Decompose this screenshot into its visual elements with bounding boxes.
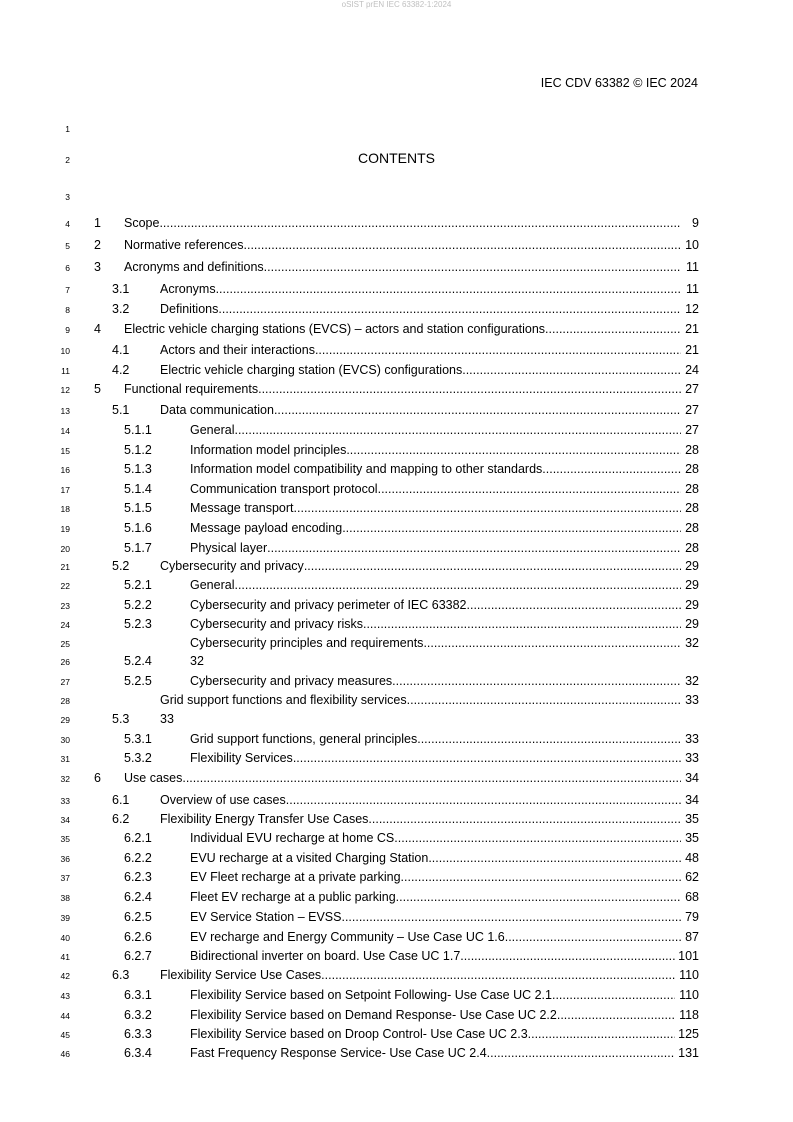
dot-leader [293, 750, 681, 766]
section-title[interactable]: Grid support functions, general principles [190, 732, 418, 746]
section-title[interactable]: Flexibility Service based on Droop Control- Use Case UC 2.3 [190, 1027, 528, 1041]
toc-entry[interactable] [0, 215, 793, 231]
toc-entry[interactable] [0, 402, 793, 418]
section-number: 5.3 [112, 712, 130, 726]
toc-entry[interactable] [0, 948, 793, 964]
toc-entry[interactable] [0, 237, 793, 253]
section-number: 6.2.4 [124, 890, 152, 904]
page-number: 29 [685, 578, 699, 592]
page-number: 34 [685, 793, 699, 807]
section-number: 5.2.4 [124, 654, 152, 668]
toc-entry[interactable] [0, 850, 793, 866]
section-number: 3.1 [112, 282, 130, 296]
section-number: 5.1.1 [124, 423, 152, 437]
section-title[interactable]: Data communication [160, 403, 274, 417]
page-number: 11 [686, 282, 699, 296]
section-number: 6.3 [112, 968, 130, 982]
section-title[interactable]: Grid support functions and flexibility services [160, 693, 407, 707]
toc-entry[interactable] [0, 500, 793, 516]
section-title[interactable]: Fleet EV recharge at a public parking [190, 890, 396, 904]
line-number: 33 [60, 796, 70, 806]
section-title[interactable]: Physical layer [190, 541, 268, 555]
page-number: 28 [685, 443, 699, 457]
dot-leader [274, 402, 681, 418]
section-title[interactable]: EV Fleet recharge at a private parking [190, 870, 401, 884]
toc-entry[interactable] [0, 577, 793, 593]
page-number: 28 [685, 482, 699, 496]
toc-entry[interactable] [0, 597, 793, 613]
page-number: 9 [692, 216, 699, 230]
section-number: 2 [94, 238, 101, 252]
section-title[interactable]: EV Service Station – EVSS [190, 910, 342, 924]
line-number: 6 [65, 263, 70, 273]
line-number: 41 [60, 952, 70, 962]
page-number: 125 [678, 1027, 699, 1041]
toc-entry[interactable] [0, 301, 793, 317]
toc-entry[interactable] [0, 750, 793, 766]
section-number: 6.3.1 [124, 988, 152, 1002]
line-number: 44 [60, 1011, 70, 1021]
dot-leader [396, 889, 681, 905]
section-number: 5.3.1 [124, 732, 152, 746]
line-number: 12 [60, 385, 70, 395]
page-number: 87 [685, 930, 699, 944]
dot-leader [487, 1045, 675, 1061]
line-number: 25 [60, 639, 70, 649]
line-number: 8 [65, 305, 70, 315]
line-number: 27 [60, 677, 70, 687]
section-title[interactable]: Acronyms and definitions [124, 260, 264, 274]
section-number: 6.3.4 [124, 1046, 152, 1060]
dot-leader [341, 909, 681, 925]
dot-leader [234, 577, 681, 593]
line-number: 16 [60, 465, 70, 475]
dot-leader [392, 673, 681, 689]
section-title[interactable]: Cybersecurity and privacy [160, 559, 304, 573]
page-number: 33 [685, 751, 699, 765]
section-title[interactable]: Cybersecurity and privacy risks [190, 617, 363, 631]
dot-leader [216, 281, 681, 297]
dot-leader [342, 520, 681, 536]
line-number: 32 [60, 774, 70, 784]
section-number: 6.2.5 [124, 910, 152, 924]
dot-leader [267, 540, 681, 556]
line-number: 42 [60, 971, 70, 981]
toc-entry[interactable] [0, 673, 793, 689]
dot-leader [545, 321, 681, 337]
dot-leader [304, 558, 681, 574]
page-number: 118 [679, 1008, 699, 1022]
section-title[interactable]: Information model compatibility and mapping to other standards [190, 462, 543, 476]
section-title[interactable]: Flexibility Service based on Demand Response- Use Case UC 2.2 [190, 1008, 557, 1022]
page-number: 27 [685, 423, 699, 437]
page-number: 12 [685, 302, 699, 316]
dot-leader [394, 830, 681, 846]
line-number: 45 [60, 1030, 70, 1040]
toc-entry[interactable] [0, 869, 793, 885]
section-title[interactable]: Flexibility Services [190, 751, 293, 765]
toc-entry[interactable] [0, 616, 793, 632]
toc-entry[interactable] [0, 731, 793, 747]
line-number: 40 [60, 933, 70, 943]
toc-entry[interactable] [0, 1045, 793, 1061]
section-number: 6.2 [112, 812, 130, 826]
dot-leader [460, 948, 675, 964]
page-number: 131 [678, 1046, 699, 1060]
page-number: 35 [685, 831, 699, 845]
toc-entry[interactable] [0, 281, 793, 297]
toc-entry[interactable] [0, 422, 793, 438]
page-number: 29 [685, 598, 699, 612]
line-number: 23 [60, 601, 70, 611]
section-number: 5.3.2 [124, 751, 152, 765]
line-number: 24 [60, 620, 70, 630]
toc-entry[interactable] [0, 792, 793, 808]
page-title: CONTENTS [358, 150, 435, 166]
line-number: 34 [60, 815, 70, 825]
dot-leader [182, 770, 681, 786]
section-number: 6.2.6 [124, 930, 152, 944]
page-number: 27 [685, 403, 699, 417]
line-number: 15 [60, 446, 70, 456]
section-title[interactable]: 33 [160, 712, 174, 726]
section-number: 1 [94, 216, 101, 230]
dot-leader [423, 635, 681, 651]
toc-entry[interactable] [0, 653, 793, 669]
line-number: 19 [60, 524, 70, 534]
line-number: 39 [60, 913, 70, 923]
section-title[interactable]: Cybersecurity and privacy perimeter of IEC 63382 [190, 598, 467, 612]
line-number: 18 [60, 504, 70, 514]
dot-leader [286, 792, 681, 808]
toc-entry[interactable] [0, 540, 793, 556]
section-number: 6.3.2 [124, 1008, 152, 1022]
page-number: 110 [679, 988, 699, 1002]
line-number: 13 [60, 406, 70, 416]
dot-leader [159, 215, 681, 231]
section-number: 5.1.2 [124, 443, 152, 457]
section-number: 4.2 [112, 363, 130, 377]
section-number: 5.1 [112, 403, 130, 417]
page-number: 21 [685, 322, 699, 336]
dot-leader [234, 422, 681, 438]
dot-leader [467, 597, 681, 613]
line-number: 30 [60, 735, 70, 745]
section-title[interactable]: General [190, 578, 235, 592]
line-number: 28 [60, 696, 70, 706]
dot-leader [321, 967, 675, 983]
document-header: IEC CDV 63382 © IEC 2024 [540, 76, 698, 90]
line-number: 22 [60, 581, 70, 591]
section-number: 4 [94, 322, 101, 336]
section-title[interactable]: Bidirectional inverter on board. Use Case UC 1.7 [190, 949, 461, 963]
section-title[interactable]: EVU recharge at a visited Charging Station [190, 851, 429, 865]
page-number: 68 [685, 890, 699, 904]
section-title[interactable]: Cybersecurity principles and requirements [190, 636, 424, 650]
toc-entry[interactable] [0, 987, 793, 1003]
section-number: 5.2.5 [124, 674, 152, 688]
toc-entry[interactable] [0, 1026, 793, 1042]
dot-leader [462, 362, 681, 378]
section-number: 5.2.1 [124, 578, 152, 592]
section-title[interactable]: Electric vehicle charging station (EVCS) configurations [160, 363, 463, 377]
line-number: 20 [60, 544, 70, 554]
page-number: 33 [685, 693, 699, 707]
section-number: 6 [94, 771, 101, 785]
section-title[interactable]: Actors and their interactions [160, 343, 315, 357]
page-number: 62 [685, 870, 699, 884]
dot-leader [346, 442, 681, 458]
toc-entry[interactable] [0, 520, 793, 536]
dot-leader [407, 692, 681, 708]
section-title[interactable]: Normative references [124, 238, 244, 252]
dot-leader [378, 481, 681, 497]
section-number: 6.2.3 [124, 870, 152, 884]
page-number: 32 [685, 636, 699, 650]
section-title[interactable]: Scope [124, 216, 160, 230]
line-number: 35 [60, 834, 70, 844]
page-number: 28 [685, 462, 699, 476]
toc-entry[interactable] [0, 461, 793, 477]
section-number: 6.2.2 [124, 851, 152, 865]
line-number: 14 [60, 426, 70, 436]
page-number: 10 [685, 238, 699, 252]
toc-entry[interactable] [0, 967, 793, 983]
toc-entry[interactable] [0, 711, 793, 727]
section-number: 5.1.6 [124, 521, 152, 535]
toc-entry[interactable] [0, 362, 793, 378]
page-number: 33 [685, 732, 699, 746]
toc-entry[interactable] [0, 481, 793, 497]
section-title[interactable]: Message transport [190, 501, 294, 515]
line-number: 3 [65, 192, 70, 202]
page-number: 27 [685, 382, 699, 396]
page-number: 101 [678, 949, 699, 963]
toc-entry[interactable] [0, 558, 793, 574]
line-number: 37 [60, 873, 70, 883]
line-number: 5 [65, 241, 70, 251]
section-title[interactable]: Overview of use cases [160, 793, 286, 807]
section-title[interactable]: Flexibility Energy Transfer Use Cases [160, 812, 369, 826]
dot-leader [258, 381, 681, 397]
section-number: 3 [94, 260, 101, 274]
toc-entry[interactable] [0, 321, 793, 337]
section-number: 5.1.7 [124, 541, 152, 555]
toc-entry[interactable] [0, 909, 793, 925]
section-title[interactable]: Electric vehicle charging stations (EVCS) – actors and station configurations [124, 322, 546, 336]
dot-leader [401, 869, 681, 885]
section-number: 6.1 [112, 793, 130, 807]
section-title[interactable]: Individual EVU recharge at home CS [190, 831, 395, 845]
section-number: 5 [94, 382, 101, 396]
section-title[interactable]: Functional requirements [124, 382, 259, 396]
section-number: 5.2.3 [124, 617, 152, 631]
line-number: 10 [60, 346, 70, 356]
dot-leader [542, 461, 681, 477]
section-title[interactable]: General [190, 423, 235, 437]
dot-leader [528, 1026, 675, 1042]
page-number: 24 [685, 363, 699, 377]
page-number: 110 [679, 968, 699, 982]
section-title[interactable]: EV recharge and Energy Community – Use Case UC 1.6 [190, 930, 505, 944]
section-number: 5.1.3 [124, 462, 152, 476]
dot-leader [363, 616, 681, 632]
section-number: 4.1 [112, 343, 130, 357]
toc-entry[interactable] [0, 342, 793, 358]
section-number: 5.2.2 [124, 598, 152, 612]
section-title[interactable]: Cybersecurity and privacy measures [190, 674, 393, 688]
section-title[interactable]: Fast Frequency Response Service- Use Case UC 2.4 [190, 1046, 487, 1060]
page-number: 29 [685, 559, 699, 573]
page-number: 35 [685, 812, 699, 826]
toc-entry[interactable] [0, 830, 793, 846]
page-number: 11 [686, 260, 699, 274]
line-number: 7 [65, 285, 70, 295]
toc-entry[interactable] [0, 811, 793, 827]
section-title[interactable]: Message payload encoding [190, 521, 343, 535]
toc-entry[interactable] [0, 442, 793, 458]
toc-entry[interactable] [0, 381, 793, 397]
dot-leader [315, 342, 681, 358]
dot-leader [552, 987, 675, 1003]
page-number: 29 [685, 617, 699, 631]
line-number: 43 [60, 991, 70, 1001]
watermark-text: oSIST prEN IEC 63382-1:2024 [341, 0, 452, 9]
toc-entry[interactable] [0, 889, 793, 905]
dot-leader [505, 929, 681, 945]
dot-leader [264, 259, 681, 275]
page-number: 21 [685, 343, 699, 357]
section-title[interactable]: Definitions [160, 302, 219, 316]
dot-leader [244, 237, 682, 253]
toc-entry[interactable] [0, 770, 793, 786]
section-title[interactable]: Flexibility Service Use Cases [160, 968, 322, 982]
dot-leader [557, 1007, 675, 1023]
section-title[interactable]: Flexibility Service based on Setpoint Following- Use Case UC 2.1 [190, 988, 552, 1002]
line-number: 36 [60, 854, 70, 864]
page-number: 28 [685, 501, 699, 515]
line-number: 9 [65, 325, 70, 335]
line-number: 46 [60, 1049, 70, 1059]
line-number: 21 [60, 562, 70, 572]
dot-leader [428, 850, 681, 866]
section-title[interactable]: Communication transport protocol [190, 482, 378, 496]
toc-entry[interactable] [0, 635, 793, 651]
page-number: 48 [685, 851, 699, 865]
line-number: 4 [65, 219, 70, 229]
dot-leader [368, 811, 681, 827]
line-number: 26 [60, 657, 70, 667]
line-number: 1 [65, 124, 70, 134]
section-title[interactable]: Use cases [124, 771, 183, 785]
line-number: 17 [60, 485, 70, 495]
section-number: 6.3.3 [124, 1027, 152, 1041]
line-number: 31 [60, 754, 70, 764]
line-number: 11 [61, 366, 70, 376]
page-number: 79 [685, 910, 699, 924]
section-number: 6.2.1 [124, 831, 152, 845]
dot-leader [417, 731, 681, 747]
section-title[interactable]: 32 [190, 654, 204, 668]
line-number: 2 [65, 155, 70, 165]
section-number: 5.1.5 [124, 501, 152, 515]
line-number: 29 [60, 715, 70, 725]
toc-entry[interactable] [0, 929, 793, 945]
section-number: 3.2 [112, 302, 130, 316]
section-number: 5.1.4 [124, 482, 152, 496]
page-number: 28 [685, 521, 699, 535]
page-number: 28 [685, 541, 699, 555]
dot-leader [294, 500, 681, 516]
toc-entry[interactable] [0, 259, 793, 275]
section-title[interactable]: Information model principles [190, 443, 347, 457]
dot-leader [218, 301, 681, 317]
section-title[interactable]: Acronyms [160, 282, 216, 296]
toc-entry[interactable] [0, 692, 793, 708]
toc-entry[interactable] [0, 1007, 793, 1023]
page-number: 34 [685, 771, 699, 785]
line-number: 38 [60, 893, 70, 903]
section-number: 6.2.7 [124, 949, 152, 963]
section-number: 5.2 [112, 559, 130, 573]
page-number: 32 [685, 674, 699, 688]
